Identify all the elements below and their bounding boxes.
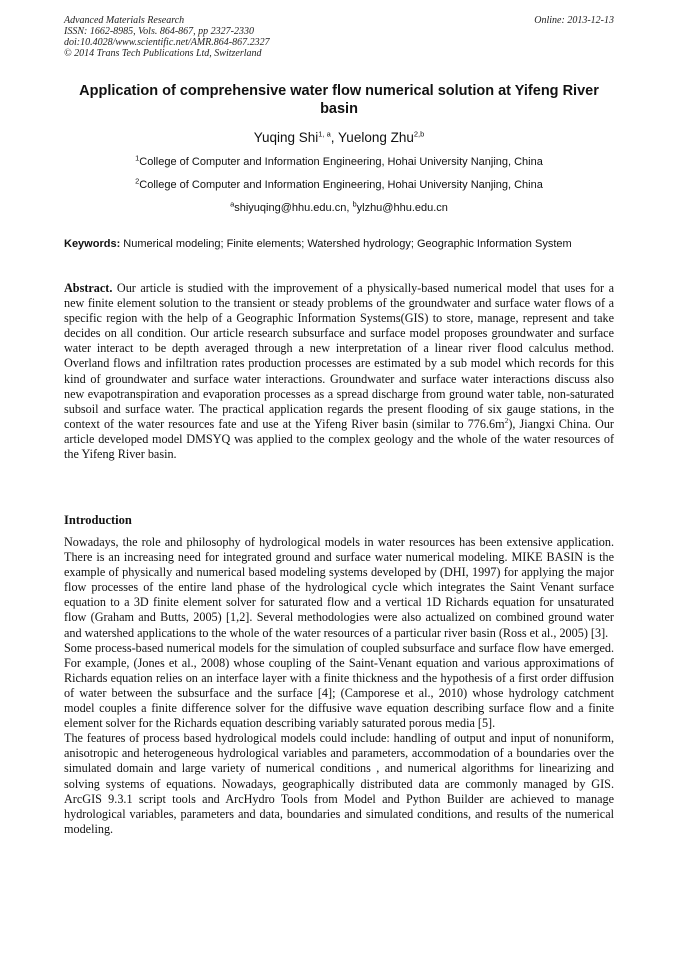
keywords: [64, 237, 614, 251]
abstract-label: Abstract.: [64, 281, 113, 295]
author-line: [64, 130, 614, 145]
introduction-body: [64, 535, 614, 837]
author-emails: [64, 199, 614, 214]
online-date: Online: 2013-12-13: [534, 15, 614, 26]
email-a: shiyuqing@hhu.edu.cn,: [234, 202, 353, 214]
author-1: Yuqing Shi: [253, 130, 319, 145]
paper-title: Application of comprehensive water flow numerical solution at Yifeng River basin: [79, 83, 599, 117]
email-b-sup: b: [352, 199, 357, 209]
author-2-sup: 2,b: [413, 129, 425, 139]
author-separator: ,: [330, 130, 339, 145]
author-1-sup: 1, a: [318, 129, 331, 139]
abstract-text-1: Our article is studied with the improvement of a physically-based numerical model that uses for a new finite element solution to the transient or steady problems of the groundwater and surface water flows of a specific region with the help of a Geographic Information Systems(GIS) to store, manage, represent and take decides on all condition. Our article research subsurface and surface model proposes groundwater and surface water interact to be depth averaged through a new interpretation of a linear river flood calculus method. Overland flows and infiltration rates production processes are estimated by a sub model which records for this kind of groundwater and surface water interactions. Groundwater and surface water interactions discuss also new evapotranspiration and evaporation processes as a spread discharge from ground water table, non-saturated subsoil and surface water. The practical application regards the present flooding of six gauge stations, in the context of the water resources fate and use at the Yifeng River basin (similar to 776.6m: [64, 281, 614, 431]
author-2: Yuelong Zhu: [338, 130, 414, 145]
affiliation-1: [64, 153, 614, 168]
abstract: [64, 281, 614, 462]
issn-line: ISSN: 1662-8985, Vols. 864-867, pp 2327-2330: [64, 26, 254, 37]
intro-paragraph-1: Nowadays, the role and philosophy of hydrological models in water resources has been extensive application. There is an increasing need for integrated ground and surface water numerical modeling. MIKE BASIN is the example of physically and numerical based modeling systems developed by (DHI, 1997) for applying the major flow processes of the entire land phase of the hydrological cycle which integrates the Saint Venant surface equation to a 3D finite element solver for saturated flow and a vertical 1D Richards equation for unsaturated flow (Graham and Butts, 2005) [1,2]. Several methodologies were also actualized on combined ground water and watershed applications to the whole of the water resources of a particular river basin (Ross et al., 2005) [3].: [64, 535, 614, 640]
journal-name: Advanced Materials Research: [64, 15, 185, 26]
keywords-label: Keywords:: [64, 238, 121, 250]
abstract-text-2: ), Jiangxi China. Our article developed model DMSYQ was applied to the complex geology and the whole of the water resources of the Yifeng River basin.: [64, 416, 614, 462]
keywords-text: Numerical modeling; Finite elements; Watershed hydrology; Geographic Information System: [120, 238, 572, 250]
introduction-heading: Introduction: [64, 513, 132, 527]
affiliation-1-sup: 1: [135, 153, 140, 163]
affiliation-2: [64, 176, 614, 191]
journal-header: [64, 15, 614, 59]
doi-line: doi:10.4028/www.scientific.net/AMR.864-867.2327: [64, 37, 270, 48]
email-a-sup: a: [230, 199, 235, 209]
intro-paragraph-2: Some process-based numerical models for the simulation of coupled subsurface and surface flow have emerged. For example, (Jones et al., 2008) whose coupling of the Saint-Venant equation and various approximations of Richards equation relies on an interface layer with a finite thickness and the hypothesis of a first order diffusion of water between the subsurface and the surface [4]; (Camporese et al., 2010) whose hydrology catchment model couples a finite difference solver for the diffusive wave equation describing surface flow and a finite element solver for the Richards equation describing variably saturated porous media [5].: [64, 640, 614, 731]
affiliation-2-sup: 2: [135, 176, 140, 186]
abstract-sup: 2: [504, 415, 509, 425]
email-b: ylzhu@hhu.edu.cn: [356, 202, 448, 214]
copyright-line: © 2014 Trans Tech Publications Ltd, Switzerland: [64, 48, 262, 59]
affiliation-2-text: College of Computer and Information Engineering, Hohai University Nanjing, China: [139, 179, 543, 191]
intro-paragraph-3: The features of process based hydrological models could include: handling of output and input of nonuniform, anisotropic and heterogeneous hydrological variables and parameters, accommodation of a boundaries over the simulated domain and large variety of numerical conditions , and numerical algorithms for linearizing and solving systems of equations. Nowadays, geographically distributed data are commonly managed by GIS. ArcGIS 9.3.1 script tools and ArcHydro Tools from Model and Python Builder are achieved to manage hydrological variables, parameters and data, boundaries and simulated conditions, and results of the numerical modeling.: [64, 731, 614, 836]
affiliation-1-text: College of Computer and Information Engineering, Hohai University Nanjing, China: [139, 156, 543, 168]
